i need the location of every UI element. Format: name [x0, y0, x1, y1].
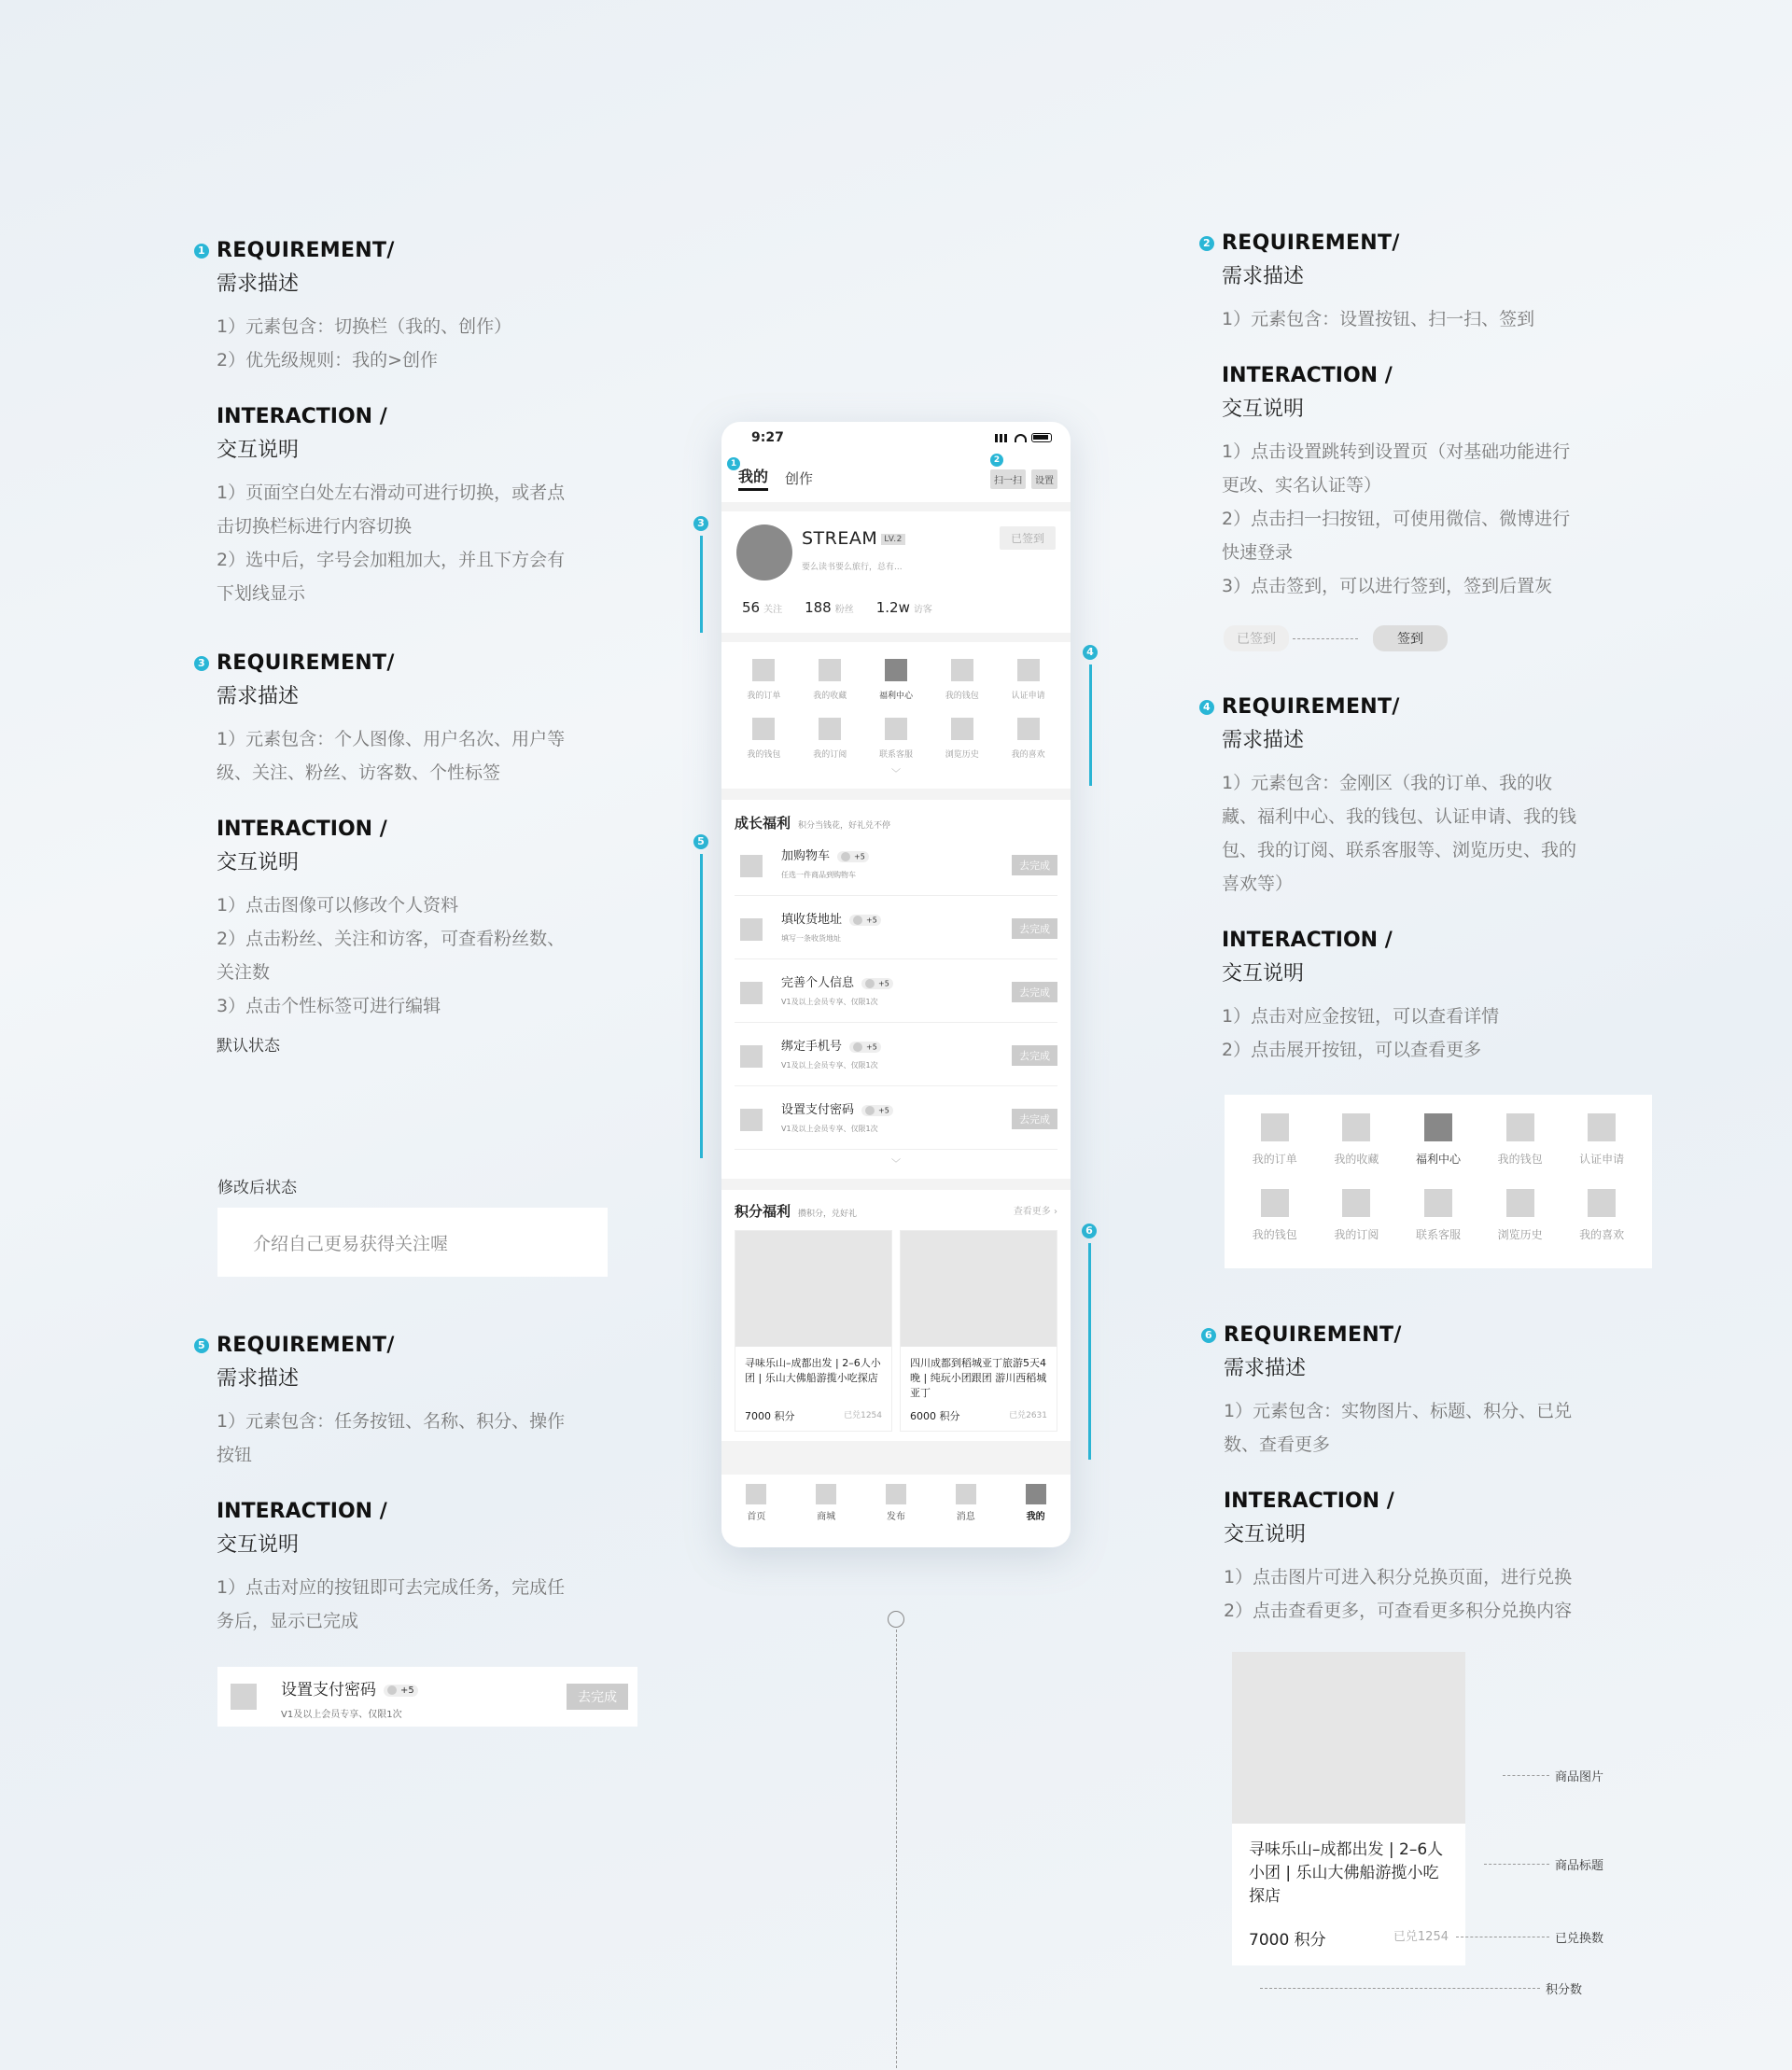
task-description: 填写一条收货地址 [781, 934, 841, 943]
phone-mockup [721, 422, 1071, 1547]
kingkong-item[interactable] [995, 718, 1061, 760]
kingkong-icon [951, 659, 973, 681]
requirement-title: REQUIREMENT/ [1224, 1323, 1402, 1347]
expand-chevron-icon[interactable]: ﹀ [891, 1159, 901, 1169]
requirement-line: 1）元素包含：实物图片、标题、积分、已兑 [1224, 1401, 1573, 1421]
kingkong-icon [1342, 1189, 1370, 1217]
tab-icon [816, 1484, 836, 1504]
requirement-subtitle: 需求描述 [217, 1367, 300, 1391]
task-points-badge: +5 [849, 1042, 881, 1053]
interaction-title: INTERACTION / [1222, 929, 1393, 952]
interaction-subtitle: 交互说明 [217, 851, 300, 874]
expand-chevron-icon[interactable]: ﹀ [891, 769, 901, 779]
kingkong-label: 我的钱包 [747, 750, 781, 760]
task-description: V1及以上会员专享、仅限1次 [781, 998, 878, 1006]
username: STREAM [802, 528, 878, 549]
interaction-line: 1）点击对应的按钮即可去完成任务，完成任 [217, 1577, 566, 1598]
kingkong-label: 认证申请 [1579, 1153, 1625, 1166]
requirement-line: 1）元素包含：切换栏（我的、创作） [217, 316, 512, 337]
timeline-line [896, 1629, 897, 2068]
requirement-line: 藏、福利中心、我的钱包、认证申请、我的钱 [1222, 806, 1577, 827]
interaction-subtitle: 交互说明 [217, 1533, 300, 1557]
interaction-line: 击切换栏标进行内容切换 [217, 516, 413, 537]
product-card[interactable] [900, 1230, 1057, 1432]
kingkong-icon [1261, 1189, 1289, 1217]
avatar[interactable] [736, 524, 792, 580]
points-subtitle: 攒积分，兑好礼 [798, 1210, 858, 1219]
kingkong-example-item[interactable] [1234, 1113, 1316, 1167]
kingkong-label: 我的钱包 [945, 692, 979, 701]
kingkong-example-item[interactable] [1397, 1113, 1479, 1167]
task-points-badge: +5 [861, 978, 893, 989]
requirement-block-4 [1199, 695, 1601, 1067]
kingkong-label: 浏览历史 [945, 750, 979, 760]
requirement-title: REQUIREMENT/ [217, 651, 395, 675]
kingkong-label: 我的收藏 [813, 692, 847, 701]
settings-button[interactable]: 设置 [1031, 469, 1057, 489]
task-do-button[interactable]: 去完成 [567, 1684, 628, 1710]
requirement-line: 1）元素包含：金刚区（我的订单、我的收 [1222, 773, 1553, 793]
points-benefits [721, 1190, 1071, 1441]
product-points: 6000 积分 [910, 1410, 960, 1422]
tab-label: 首页 [747, 1512, 766, 1522]
tab-mine[interactable]: 我的 [738, 465, 768, 491]
step-badge-4: 4 [1083, 645, 1098, 660]
points-title: 积分福利 [735, 1203, 791, 1220]
kingkong-icon [1588, 1113, 1616, 1141]
step-badge-6: 6 [1082, 1224, 1097, 1238]
interaction-line: 3）点击签到，可以进行签到，签到后置灰 [1222, 576, 1553, 596]
requirement-line: 级、关注、粉丝、访客数、个性标签 [217, 762, 501, 783]
interaction-subtitle: 交互说明 [1224, 1523, 1307, 1546]
status-bar [721, 422, 1071, 454]
product-card[interactable] [735, 1230, 892, 1432]
signed-button[interactable]: 已签到 [1000, 526, 1056, 550]
kingkong-icon [951, 718, 973, 740]
task-do-button[interactable]: 去完成 [1012, 982, 1057, 1002]
tab-label: 我的 [1026, 1512, 1045, 1522]
interaction-subtitle: 交互说明 [1222, 962, 1305, 986]
requirement-line: 数、查看更多 [1224, 1434, 1331, 1455]
requirement-block-2 [1199, 231, 1601, 603]
kingkong-example-item[interactable] [1234, 1189, 1316, 1242]
interaction-line: 1）点击对应金按钮，可以查看详情 [1222, 1006, 1500, 1027]
kingkong-item[interactable] [731, 659, 797, 701]
interaction-line: 更改、实名认证等） [1222, 475, 1382, 496]
requirement-block-5 [194, 1334, 595, 1638]
interaction-line: 2）点击粉丝、关注和访客，可查看粉丝数、 [217, 929, 566, 949]
growth-subtitle: 积分当钱花，好礼兑不停 [798, 821, 891, 831]
kingkong-label: 我的钱包 [1252, 1228, 1297, 1241]
annotation-image: 商品图片 [1503, 1767, 1603, 1784]
product-title: 寻味乐山–成都出发 | 2–6人小团 | 乐山大佛船游揽小吃探店 [1249, 1840, 1444, 1906]
requirement-block-3 [194, 651, 595, 1056]
kingkong-label: 我的订单 [1252, 1153, 1297, 1166]
kingkong-icon [1424, 1189, 1452, 1217]
product-title: 四川成都到稻城亚丁旅游5天4晚 | 纯玩小团跟团 游川西稻城亚丁 [910, 1357, 1047, 1399]
task-points-badge: +5 [861, 1105, 893, 1116]
requirement-line: 1）元素包含：任务按钮、名称、积分、操作 [217, 1411, 566, 1432]
product-title: 寻味乐山–成都出发 | 2–6人小团 | 乐山大佛船游揽小吃探店 [745, 1357, 881, 1384]
task-name: 设置支付密码 [781, 1103, 855, 1117]
task-do-button[interactable]: 去完成 [1012, 1109, 1057, 1129]
step-badge-2: 2 [1199, 236, 1214, 251]
growth-benefits [721, 800, 1071, 1179]
kingkong-item[interactable] [731, 718, 797, 760]
interaction-subtitle: 交互说明 [1222, 398, 1305, 421]
tabbar-item[interactable] [807, 1484, 845, 1547]
product-example-card[interactable] [1232, 1652, 1465, 1965]
kingkong-example-item[interactable] [1397, 1189, 1479, 1242]
task-row [735, 896, 1057, 959]
requirement-line: 2）优先级规则：我的>创作 [217, 350, 439, 371]
sign-in-pill[interactable]: 签到 [1373, 625, 1448, 651]
modified-state-label: 修改后状态 [217, 1179, 297, 1197]
kingkong-icon [1017, 659, 1040, 681]
bio-input[interactable]: 介绍自己更易获得关注喔 [217, 1208, 608, 1277]
tab-icon [746, 1484, 766, 1504]
interaction-title: INTERACTION / [1222, 364, 1393, 387]
personal-tag[interactable]: 要么读书要么旅行，总有... [802, 563, 903, 572]
product-points: 7000 积分 [1249, 1931, 1326, 1950]
kingkong-icon [885, 718, 907, 740]
kingkong-example-item[interactable] [1316, 1189, 1398, 1242]
task-name: 加购物车 [781, 849, 831, 863]
stat-visitors[interactable]: 1.2w 访客 [875, 599, 932, 616]
growth-title: 成长福利 [735, 815, 791, 832]
interaction-line: 关注数 [217, 962, 271, 983]
interaction-title: INTERACTION / [217, 1500, 387, 1523]
requirement-subtitle: 需求描述 [217, 685, 300, 708]
interaction-line: 1）点击图片可进入积分兑换页面，进行兑换 [1224, 1567, 1573, 1587]
requirement-title: REQUIREMENT/ [217, 1334, 395, 1357]
step-badge-6: 6 [1201, 1328, 1216, 1343]
step-badge-4: 4 [1199, 700, 1214, 715]
kingkong-icon [752, 718, 775, 740]
kingkong-example-item[interactable] [1561, 1113, 1643, 1167]
interaction-line: 下划线显示 [217, 583, 306, 604]
task-description: V1及以上会员专享、仅限1次 [781, 1061, 878, 1070]
kingkong-item[interactable] [929, 659, 995, 701]
task-points-badge: +5 [849, 915, 881, 926]
kingkong-item[interactable] [797, 659, 863, 701]
task-icon [740, 855, 763, 877]
kingkong-example-item[interactable] [1479, 1113, 1561, 1167]
kingkong-icon [885, 659, 907, 681]
kingkong-item[interactable] [863, 659, 930, 701]
requirement-title: REQUIREMENT/ [1222, 231, 1400, 255]
annotation-title: 商品标题 [1484, 1855, 1603, 1873]
requirement-subtitle: 需求描述 [1222, 265, 1305, 288]
view-more-link[interactable]: 查看更多 › [1013, 1207, 1057, 1217]
interaction-subtitle: 交互说明 [217, 439, 300, 462]
profile-card [721, 511, 1071, 633]
requirement-line: 按钮 [217, 1445, 253, 1465]
interaction-line: 2）点击查看更多，可查看更多积分兑换内容 [1224, 1601, 1573, 1621]
tab-icon [1026, 1484, 1046, 1504]
kingkong-icon [1261, 1113, 1289, 1141]
product-redeemed-count: 已兑1254 [1393, 1930, 1449, 1944]
interaction-line: 1）页面空白处左右滑动可进行切换，或者点 [217, 483, 566, 503]
section-5-indicator [700, 854, 703, 1158]
stat-following[interactable]: 56 关注 [742, 599, 783, 616]
product-points: 7000 积分 [745, 1410, 795, 1422]
task-points-badge: +5 [837, 851, 869, 862]
kingkong-icon [819, 659, 841, 681]
product-image[interactable] [901, 1231, 1057, 1347]
battery-icon [1031, 433, 1052, 442]
section-4-indicator [1089, 664, 1092, 786]
interaction-line: 1）点击图像可以修改个人资料 [217, 895, 459, 916]
kingkong-label: 我的喜欢 [1011, 750, 1045, 760]
requirement-title: REQUIREMENT/ [1222, 695, 1400, 719]
stat-followers[interactable]: 188 粉丝 [805, 599, 854, 616]
task-icon [740, 982, 763, 1004]
task-do-button[interactable]: 去完成 [1012, 855, 1057, 875]
tabbar-item[interactable] [877, 1484, 915, 1547]
kingkong-label: 浏览历史 [1497, 1228, 1543, 1241]
task-row [735, 832, 1057, 896]
tab-icon [956, 1484, 976, 1504]
kingkong-example-item[interactable] [1316, 1113, 1398, 1167]
kingkong-label: 福利中心 [878, 692, 913, 701]
interaction-line: 快速登录 [1222, 542, 1294, 563]
tab-icon [886, 1484, 906, 1504]
tabbar-item[interactable] [737, 1484, 775, 1547]
step-badge-3: 3 [194, 656, 209, 671]
interaction-line: 3）点击个性标签可进行编辑 [217, 996, 441, 1016]
example-task-row [217, 1667, 637, 1727]
kingkong-item[interactable] [863, 718, 930, 760]
requirement-block-1 [194, 239, 595, 610]
tab-create[interactable]: 创作 [785, 469, 814, 487]
kingkong-label: 我的钱包 [1497, 1153, 1543, 1166]
default-state-label: 默认状态 [217, 1037, 280, 1056]
top-tab-bar [721, 454, 1071, 502]
profile-stats [742, 599, 932, 616]
kingkong-grid [721, 642, 1071, 789]
kingkong-item[interactable] [797, 718, 863, 760]
requirement-line: 包、我的订阅、联系客服等、浏览历史、我的 [1222, 840, 1577, 860]
step-badge-2: 2 [990, 454, 1003, 467]
interaction-line: 2）选中后，字号会加粗加大，并且下方会有 [217, 550, 566, 570]
step-badge-5: 5 [194, 1338, 209, 1353]
task-icon [231, 1684, 257, 1710]
interaction-line: 2）点击扫一扫按钮，可使用微信、微博进行 [1222, 509, 1571, 529]
interaction-line: 1）点击设置跳转到设置页（对基础功能进行 [1222, 441, 1571, 462]
requirement-line: 1）元素包含：设置按钮、扫一扫、签到 [1222, 309, 1535, 329]
kingkong-label: 我的订阅 [813, 750, 847, 760]
kingkong-item[interactable] [995, 659, 1061, 701]
kingkong-label: 福利中心 [1415, 1153, 1461, 1166]
annotation-redeemed: 已兑换数 [1456, 1928, 1603, 1946]
requirement-block-6 [1201, 1323, 1603, 1628]
step-badge-3: 3 [693, 516, 708, 531]
interaction-title: INTERACTION / [1224, 1490, 1394, 1513]
task-description: V1及以上会员专享、仅限1次 [281, 1710, 402, 1720]
kingkong-label: 我的订单 [747, 692, 781, 701]
kingkong-label: 认证申请 [1011, 692, 1045, 701]
kingkong-icon [819, 718, 841, 740]
task-icon [740, 1109, 763, 1131]
task-description: V1及以上会员专享、仅限1次 [781, 1125, 878, 1133]
annotation-points: 积分数 [1260, 1979, 1582, 1997]
step-badge-1: 1 [727, 457, 740, 470]
task-icon [740, 918, 763, 941]
wifi-icon [1015, 434, 1027, 442]
tab-label: 消息 [956, 1512, 975, 1522]
kingkong-icon [1506, 1189, 1534, 1217]
kingkong-label: 我的订阅 [1334, 1228, 1379, 1241]
tab-label: 发布 [886, 1512, 905, 1522]
kingkong-item[interactable] [929, 718, 995, 760]
product-redeemed-count: 已兑2631 [1009, 1411, 1047, 1420]
product-image[interactable] [735, 1231, 891, 1347]
requirement-subtitle: 需求描述 [1224, 1357, 1307, 1380]
kingkong-icon [1506, 1113, 1534, 1141]
product-image[interactable] [1232, 1652, 1465, 1824]
step-badge-1: 1 [194, 244, 209, 259]
kingkong-label: 联系客服 [878, 750, 913, 760]
task-do-button[interactable]: 去完成 [1012, 1045, 1057, 1066]
kingkong-label: 联系客服 [1415, 1228, 1461, 1241]
kingkong-icon [1588, 1189, 1616, 1217]
task-row [735, 1086, 1057, 1150]
tab-label: 商城 [817, 1512, 836, 1522]
kingkong-label: 我的喜欢 [1579, 1228, 1625, 1241]
kingkong-icon [752, 659, 775, 681]
step-badge-5: 5 [693, 834, 708, 849]
kingkong-icon [1424, 1113, 1452, 1141]
tabbar-item[interactable] [947, 1484, 985, 1547]
status-time: 9:27 [751, 430, 784, 445]
requirement-line: 1）元素包含：个人图像、用户名次、用户等 [217, 729, 566, 749]
task-icon [740, 1045, 763, 1068]
section-3-indicator [700, 536, 703, 633]
task-name: 填收货地址 [781, 913, 843, 927]
kingkong-label: 我的收藏 [1334, 1153, 1379, 1166]
kingkong-example-item[interactable] [1561, 1189, 1643, 1242]
tabbar-item[interactable] [1017, 1484, 1055, 1547]
signal-icon [995, 434, 1010, 442]
kingkong-example-item[interactable] [1479, 1189, 1561, 1242]
task-do-button[interactable]: 去完成 [1012, 918, 1057, 939]
requirement-line: 喜欢等） [1222, 874, 1294, 894]
requirement-title: REQUIREMENT/ [217, 239, 395, 262]
requirement-subtitle: 需求描述 [1222, 729, 1305, 752]
level-badge: LV.2 [881, 534, 905, 545]
task-name: 设置支付密码 [281, 1681, 376, 1699]
signed-pill: 已签到 [1224, 625, 1289, 651]
kingkong-icon [1017, 718, 1040, 740]
scan-button[interactable]: 扫一扫 [990, 469, 1026, 489]
section-6-indicator [1088, 1243, 1091, 1460]
interaction-line: 务后，显示已完成 [217, 1611, 359, 1631]
timeline-node [888, 1611, 904, 1628]
task-points-badge: +5 [384, 1685, 418, 1697]
task-row [735, 1023, 1057, 1086]
task-row [735, 959, 1057, 1023]
task-name: 完善个人信息 [781, 976, 855, 990]
requirement-subtitle: 需求描述 [217, 273, 300, 296]
kingkong-example-card [1225, 1095, 1652, 1268]
interaction-title: INTERACTION / [217, 405, 387, 428]
kingkong-icon [1342, 1113, 1370, 1141]
task-name: 绑定手机号 [781, 1040, 843, 1054]
arrow-connector [1293, 638, 1358, 639]
product-redeemed-count: 已兑1254 [844, 1411, 882, 1420]
interaction-title: INTERACTION / [217, 818, 387, 841]
bottom-tab-bar [721, 1475, 1071, 1547]
interaction-line: 2）点击展开按钮，可以查看更多 [1222, 1040, 1482, 1060]
task-description: 任选一件商品到购物车 [781, 871, 856, 879]
